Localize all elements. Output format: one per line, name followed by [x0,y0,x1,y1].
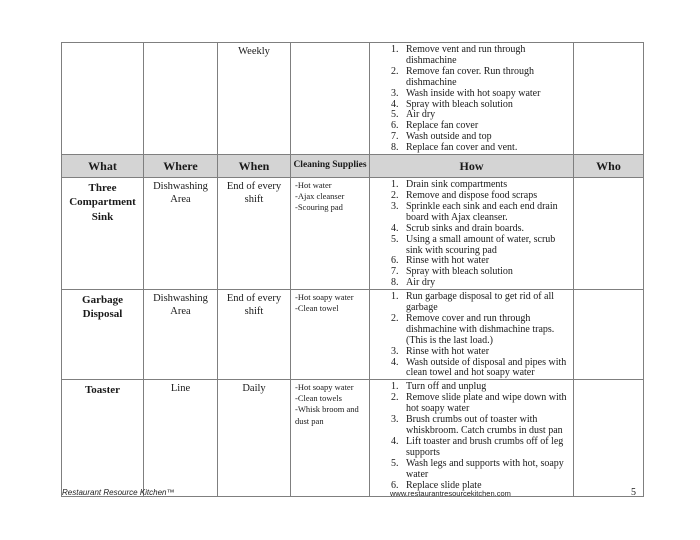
cell-who [574,380,644,497]
column-header-cleaning-supplies: Cleaning Supplies [291,155,370,178]
list-item: -Clean towel [295,303,339,314]
list-item: 4. Wash outside of disposal and pipes with clean towel and hot soapy water [401,358,569,380]
cell-who [574,43,644,155]
footer-page-number: 5 [631,487,636,498]
list-item: 1. Run garbage disposal to get rid of all garbage [401,292,569,314]
cell-where [144,43,218,155]
list-item: -Whisk broom and dust pan [295,404,359,426]
list-item: 4. Spray with bleach solution [401,100,569,111]
list-item: 3. Rinse with hot water [401,347,569,358]
list-item: 1. Drain sink compartments [401,180,569,191]
list-item: 2. Remove and dispose food scraps [401,191,569,202]
table-row-continuation [62,43,644,155]
cell-when: Weekly [218,43,291,155]
list-item: 2. Remove fan cover. Run through dishmachine [401,67,569,89]
footer-brand: Restaurant Resource Kitchen™ [62,488,175,497]
list-item: -Scouring pad [295,202,343,213]
column-header-where: Where [144,155,218,178]
cell-when: End of every shift [218,290,291,380]
cell-when: End of every shift [218,178,291,290]
list-item: 6. Replace slide plate [401,481,569,492]
list-item: 5. Air dry [401,110,569,121]
list-item: -Hot soapy water [295,292,354,303]
cell-how [370,290,574,380]
list-item: 1. Turn off and unplug [401,382,569,393]
cell-cleaning-supplies [291,290,370,380]
table-row-three-compartment-sink [62,178,644,290]
list-item: 2. Remove cover and run through dishmachine with dishmachine traps. (This is the last load.) [401,314,569,347]
column-header-how: How [370,155,574,178]
cell-cleaning-supplies [291,178,370,290]
list-item: 7. Wash outside and top [401,132,569,143]
list-item: -Hot water [295,180,332,191]
cell-what: Three Compartment Sink [62,178,144,290]
table-row-garbage-disposal [62,290,644,380]
list-item: 6. Rinse with hot water [401,256,569,267]
list-item: 1. Remove vent and run through dishmachine [401,45,569,67]
list-item: 5. Wash legs and supports with hot, soapy water [401,459,569,481]
list-item: -Clean towels [295,393,342,404]
cell-where: Dishwashing Area [144,178,218,290]
list-item: 4. Scrub sinks and drain boards. [401,224,569,235]
column-header-who: Who [574,155,644,178]
list-item: -Ajax cleanser [295,191,345,202]
list-item: 4. Lift toaster and brush crumbs off of leg supports [401,437,569,459]
cell-who [574,290,644,380]
cleaning-schedule-table [61,42,644,497]
column-header-what: What [62,155,144,178]
cell-what: Toaster [62,380,144,497]
footer-url: www.restaurantresourcekitchen.com [390,489,511,498]
cell-how [370,43,574,155]
list-item: 3. Brush crumbs out of toaster with whiskbroom. Catch crumbs in dust pan [401,415,569,437]
cell-how [370,178,574,290]
list-item: 5. Using a small amount of water, scrub sink with scouring pad [401,235,569,257]
list-item: -Hot soapy water [295,382,354,393]
cell-when: Daily [218,380,291,497]
cell-how [370,380,574,497]
list-item: 6. Replace fan cover [401,121,569,132]
how-steps-list [370,382,569,491]
list-item: 7. Spray with bleach solution [401,267,569,278]
list-item: 8. Replace fan cover and vent. [401,143,569,154]
table-row-toaster [62,380,644,497]
cell-what: Garbage Disposal [62,290,144,380]
table-header-row [62,155,644,178]
how-steps-list [370,292,569,379]
cell-cleaning-supplies [291,380,370,497]
how-steps-list [370,45,569,154]
list-item: 2. Remove slide plate and wipe down with hot soapy water [401,393,569,415]
list-item: 3. Sprinkle each sink and each end drain board with Ajax cleanser. [401,202,569,224]
list-item: 3. Wash inside with hot soapy water [401,89,569,100]
how-steps-list [370,180,569,289]
cell-who [574,178,644,290]
cell-cleaning-supplies [291,43,370,155]
list-item: 8. Air dry [401,278,569,289]
cell-where: Dishwashing Area [144,290,218,380]
column-header-when: When [218,155,291,178]
cell-where: Line [144,380,218,497]
cell-what [62,43,144,155]
